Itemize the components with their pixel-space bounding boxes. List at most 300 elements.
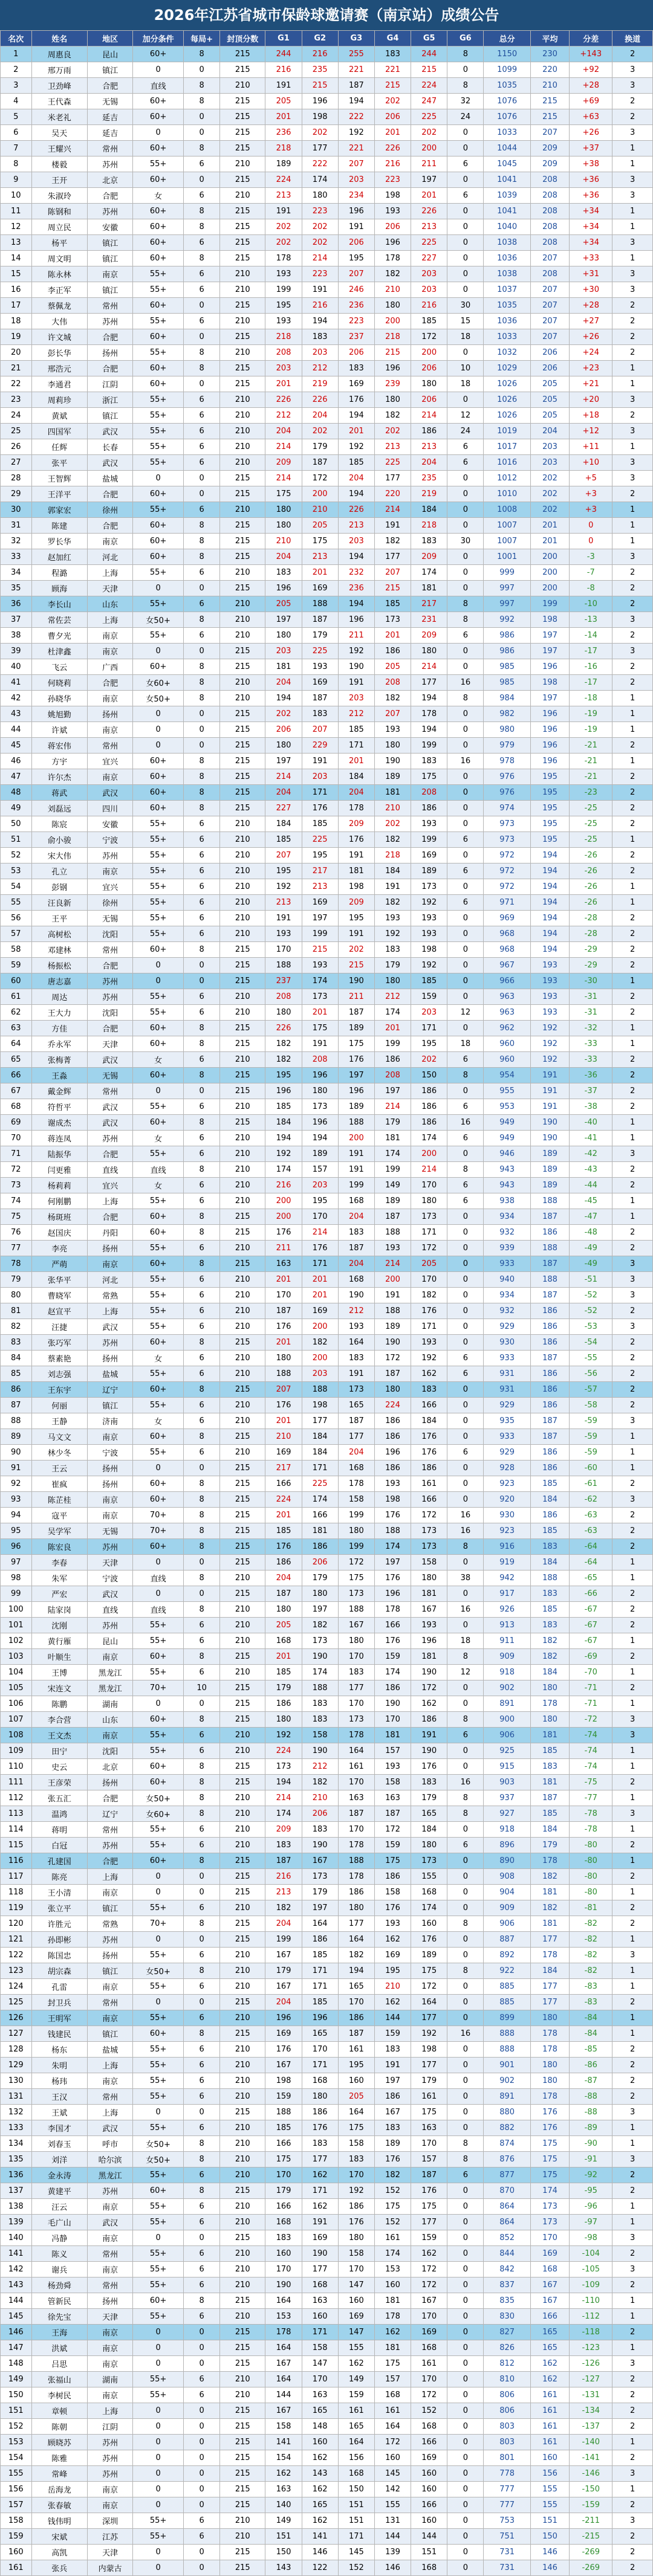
table-cell: 0 xyxy=(133,62,184,78)
table-cell: 2 xyxy=(612,2372,653,2387)
table-cell: 合肥 xyxy=(88,958,133,973)
table-cell: 844 xyxy=(484,2246,530,2262)
table-cell: 187 xyxy=(530,1209,569,1225)
table-cell: 173 xyxy=(338,1586,374,1602)
table-cell: 224 xyxy=(265,1743,302,1759)
table-cell: 210 xyxy=(220,1963,265,1979)
table-cell: 194 xyxy=(530,942,569,958)
table-cell: 0 xyxy=(447,1476,484,1492)
table-cell: 157 xyxy=(374,1743,411,1759)
table-cell: 189 xyxy=(302,1146,338,1162)
table-row xyxy=(1,1900,653,1916)
table-cell: 0 xyxy=(447,2246,484,2262)
table-cell: 151 xyxy=(530,2513,569,2529)
table-cell: 215 xyxy=(374,78,411,94)
table-cell: 1 xyxy=(612,2340,653,2356)
table-cell: 吕思 xyxy=(31,2356,87,2372)
table-cell: 合肥 xyxy=(88,78,133,94)
table-cell: 1 xyxy=(612,251,653,266)
table-cell: 1026 xyxy=(484,408,530,424)
table-cell: 170 xyxy=(411,2136,447,2152)
table-row xyxy=(1,376,653,392)
table-cell: 55+ xyxy=(133,345,184,361)
table-cell: 2 xyxy=(612,2403,653,2419)
table-cell: 212 xyxy=(338,706,374,722)
table-cell: 0 xyxy=(447,2042,484,2058)
table-cell: 175 xyxy=(374,1853,411,1869)
table-cell: 185 xyxy=(411,314,447,329)
table-cell: 204 xyxy=(411,455,447,471)
table-cell: 210 xyxy=(220,1193,265,1209)
table-cell: 苏州 xyxy=(88,2435,133,2450)
table-cell: 55+ xyxy=(133,2089,184,2105)
table-cell: 189 xyxy=(374,2136,411,2152)
table-cell: 女50+ xyxy=(133,2136,184,2152)
table-cell: 210 xyxy=(220,1398,265,1413)
table-cell: 6 xyxy=(184,2073,220,2089)
table-cell: 1 xyxy=(612,157,653,172)
table-cell: 175 xyxy=(374,2199,411,2215)
table-cell: 2 xyxy=(612,942,653,958)
table-cell: 175 xyxy=(338,2120,374,2136)
table-cell: 169 xyxy=(265,2026,302,2042)
table-cell: 112 xyxy=(1,1790,32,1806)
table-cell: 邓建林 xyxy=(31,942,87,958)
table-cell: 81 xyxy=(1,1303,32,1319)
table-cell: 55+ xyxy=(133,816,184,832)
table-cell: 197 xyxy=(302,911,338,926)
table-cell: 2 xyxy=(612,1099,653,1115)
table-cell: -8 xyxy=(570,581,612,596)
table-cell: 146 xyxy=(302,2545,338,2560)
table-cell: 210 xyxy=(220,1665,265,1680)
table-cell: 997 xyxy=(484,581,530,596)
table-cell: 60+ xyxy=(133,549,184,565)
table-cell: 0 xyxy=(447,2497,484,2513)
table-cell: 崔疯 xyxy=(31,1476,87,1492)
table-cell: 84 xyxy=(1,1351,32,1366)
table-cell: 122 xyxy=(302,2560,338,2576)
table-cell: 内蒙古 xyxy=(88,2560,133,2576)
table-cell: 178 xyxy=(338,801,374,816)
table-cell: 0 xyxy=(447,2466,484,2482)
table-cell: 8 xyxy=(184,785,220,801)
table-cell: 885 xyxy=(484,1979,530,1995)
table-cell: 55+ xyxy=(133,1303,184,1319)
table-cell: -80 xyxy=(570,1838,612,1853)
table-cell: 215 xyxy=(220,1476,265,1492)
table-cell: 202 xyxy=(302,125,338,141)
table-cell: 镇江 xyxy=(88,282,133,298)
table-cell: 183 xyxy=(265,2230,302,2246)
table-cell: 100 xyxy=(1,1602,32,1618)
table-cell: 0 xyxy=(570,534,612,549)
table-cell: 110 xyxy=(1,1759,32,1775)
table-cell: 224 xyxy=(265,1492,302,1508)
table-cell: 189 xyxy=(338,1099,374,1115)
table-cell: 171 xyxy=(302,1963,338,1979)
table-row xyxy=(1,2120,653,2136)
table-cell: 803 xyxy=(484,2419,530,2435)
table-cell: 155 xyxy=(1,2466,32,2482)
table-row xyxy=(1,1366,653,1382)
table-cell: 175 xyxy=(265,2152,302,2168)
table-cell: 王博 xyxy=(31,1665,87,1680)
table-cell: 186 xyxy=(411,424,447,439)
table-cell: 83 xyxy=(1,1335,32,1351)
table-cell: 60+ xyxy=(133,141,184,157)
table-cell: 236 xyxy=(338,298,374,314)
table-cell: 188 xyxy=(265,958,302,973)
table-cell: 215 xyxy=(302,78,338,94)
table-cell: 6 xyxy=(184,895,220,911)
table-cell: 65 xyxy=(1,1052,32,1068)
table-cell: 6 xyxy=(184,282,220,298)
table-cell: 215 xyxy=(220,2293,265,2309)
table-cell: 177 xyxy=(530,1932,569,1948)
table-row xyxy=(1,157,653,172)
table-cell: 60+ xyxy=(133,942,184,958)
table-cell: 70+ xyxy=(133,1680,184,1696)
table-cell: 63 xyxy=(1,1021,32,1036)
table-cell: 165 xyxy=(338,1398,374,1413)
table-row xyxy=(1,1680,653,1696)
table-cell: 835 xyxy=(484,2293,530,2309)
table-cell: 731 xyxy=(484,2545,530,2560)
table-cell: -28 xyxy=(570,926,612,942)
table-cell: 182 xyxy=(530,1649,569,1665)
table-cell: -61 xyxy=(570,1476,612,1492)
table-cell: 192 xyxy=(338,125,374,141)
table-cell: 苏州 xyxy=(88,204,133,219)
table-cell: 0 xyxy=(447,2529,484,2545)
table-row xyxy=(1,1272,653,1288)
table-cell: 202 xyxy=(302,219,338,235)
table-cell: 2 xyxy=(612,314,653,329)
table-cell: 0 xyxy=(133,2435,184,2450)
table-cell: 30 xyxy=(447,534,484,549)
table-cell: 女 xyxy=(133,1052,184,1068)
table-cell: 60+ xyxy=(133,1775,184,1790)
table-cell: -67 xyxy=(570,1618,612,1633)
table-cell: 150 xyxy=(265,2545,302,2560)
table-row xyxy=(1,1728,653,1743)
table-cell: 188 xyxy=(338,1853,374,1869)
table-cell: 55+ xyxy=(133,282,184,298)
table-cell: 194 xyxy=(530,864,569,879)
table-cell: 160 xyxy=(411,2466,447,2482)
table-cell: 166 xyxy=(411,1492,447,1508)
table-cell: 70+ xyxy=(133,1508,184,1523)
table-cell: 180 xyxy=(338,2230,374,2246)
table-cell: 215 xyxy=(302,942,338,958)
table-cell: 210 xyxy=(220,1602,265,1618)
table-cell: 198 xyxy=(302,1398,338,1413)
table-cell: 870 xyxy=(484,2183,530,2199)
table-cell: 刘志强 xyxy=(31,1366,87,1382)
table-cell: 0 xyxy=(184,2356,220,2372)
table-cell: 189 xyxy=(265,157,302,172)
table-cell: 180 xyxy=(374,392,411,408)
table-cell: 0 xyxy=(184,2560,220,2576)
table-cell: 168 xyxy=(302,2277,338,2293)
table-cell: 173 xyxy=(302,989,338,1005)
table-cell: 181 xyxy=(374,1131,411,1146)
table-cell: 197 xyxy=(302,1900,338,1916)
table-cell: 178 xyxy=(530,2042,569,2058)
table-cell: 210 xyxy=(220,1241,265,1256)
table-cell: 0 xyxy=(184,125,220,141)
column-header: G5 xyxy=(411,31,447,47)
table-cell: -89 xyxy=(570,2120,612,2136)
table-cell: 合肥 xyxy=(88,1790,133,1806)
table-cell: 0 xyxy=(184,2545,220,2560)
table-cell: 182 xyxy=(374,266,411,282)
table-row xyxy=(1,1948,653,1963)
table-cell: 185 xyxy=(530,1476,569,1492)
table-cell: 王洋平 xyxy=(31,486,87,502)
table-cell: 0 xyxy=(447,1885,484,1900)
table-cell: 0 xyxy=(447,1303,484,1319)
table-cell: 196 xyxy=(265,2010,302,2026)
table-cell: 0 xyxy=(447,172,484,188)
table-cell: 202 xyxy=(530,471,569,486)
table-cell: 1033 xyxy=(484,125,530,141)
table-cell: 周立民 xyxy=(31,219,87,235)
table-cell: 常州 xyxy=(88,2246,133,2262)
table-cell: 193 xyxy=(530,958,569,973)
table-cell: 李树民 xyxy=(31,2387,87,2403)
table-cell: 196 xyxy=(338,204,374,219)
table-cell: 172 xyxy=(411,329,447,345)
table-cell: -159 xyxy=(570,2497,612,2513)
table-cell: 185 xyxy=(338,722,374,738)
table-cell: 187 xyxy=(374,1806,411,1822)
table-cell: 2 xyxy=(612,1225,653,1241)
table-cell: 182 xyxy=(265,1900,302,1916)
table-cell: 60+ xyxy=(133,376,184,392)
table-cell: 2 xyxy=(612,911,653,926)
table-cell: 186 xyxy=(374,2089,411,2105)
table-cell: 197 xyxy=(265,612,302,628)
table-cell: 237 xyxy=(338,329,374,345)
table-row xyxy=(1,1979,653,1995)
column-header: 每局+ xyxy=(184,31,220,47)
table-cell: 167 xyxy=(265,1979,302,1995)
table-cell: 南京 xyxy=(88,1649,133,1665)
table-cell: 扬州 xyxy=(88,1775,133,1790)
table-cell: 183 xyxy=(302,706,338,722)
table-cell: 6 xyxy=(184,879,220,895)
table-cell: 154 xyxy=(1,2450,32,2466)
table-cell: 162 xyxy=(530,2356,569,2372)
table-cell: 209 xyxy=(265,455,302,471)
table-cell: 187 xyxy=(338,1413,374,1429)
table-cell: -97 xyxy=(570,2215,612,2230)
table-cell: -127 xyxy=(570,2372,612,2387)
table-cell: 174 xyxy=(374,1005,411,1021)
table-row xyxy=(1,2058,653,2073)
table-cell: 176 xyxy=(338,832,374,848)
table-cell: 6 xyxy=(184,1005,220,1021)
table-cell: 186 xyxy=(411,1712,447,1728)
table-cell: 0 xyxy=(133,2403,184,2419)
table-cell: 2 xyxy=(612,2419,653,2435)
table-cell: 185 xyxy=(265,1099,302,1115)
table-cell: 张梅菁 xyxy=(31,1052,87,1068)
table-cell: 6 xyxy=(447,2168,484,2183)
table-cell: 60+ xyxy=(133,1115,184,1131)
table-cell: 211 xyxy=(265,1241,302,1256)
table-cell: 223 xyxy=(374,172,411,188)
table-cell: 3 xyxy=(612,78,653,94)
table-cell: 152 xyxy=(338,2560,374,2576)
table-cell: 186 xyxy=(411,1115,447,1131)
table-cell: 137 xyxy=(1,2183,32,2199)
table-cell: 55+ xyxy=(133,1099,184,1115)
table-cell: 177 xyxy=(411,2215,447,2230)
table-cell: 210 xyxy=(220,1445,265,1461)
table-cell: 184 xyxy=(302,1445,338,1461)
table-cell: 971 xyxy=(484,895,530,911)
table-cell: 彭钢 xyxy=(31,879,87,895)
table-cell: 0 xyxy=(133,706,184,722)
table-cell: 170 xyxy=(265,2168,302,2183)
table-cell: 0 xyxy=(133,2230,184,2246)
table-cell: 190 xyxy=(374,1335,411,1351)
table-cell: 55+ xyxy=(133,2199,184,2215)
table-cell: 193 xyxy=(374,1241,411,1256)
table-cell: 0 xyxy=(447,392,484,408)
table-cell: 180 xyxy=(411,1570,447,1586)
table-cell: 195 xyxy=(265,864,302,879)
table-cell: 李国才 xyxy=(31,2120,87,2136)
table-cell: 35 xyxy=(1,581,32,596)
table-cell: 河北 xyxy=(88,1272,133,1288)
table-cell: 扬州 xyxy=(88,1241,133,1256)
table-cell: 201 xyxy=(302,1288,338,1303)
table-cell: 2 xyxy=(612,2529,653,2545)
table-cell: 8 xyxy=(184,942,220,958)
table-cell: +20 xyxy=(570,392,612,408)
table-cell: 上海 xyxy=(88,2403,133,2419)
table-cell: -26 xyxy=(570,895,612,911)
table-cell: 高凯 xyxy=(31,2545,87,2560)
table-row xyxy=(1,2372,653,2387)
table-cell: 0 xyxy=(184,298,220,314)
table-cell: 胡宗森 xyxy=(31,1963,87,1979)
table-cell: +36 xyxy=(570,188,612,204)
table-cell: 209 xyxy=(265,1822,302,1838)
table-cell: 215 xyxy=(220,1508,265,1523)
table-cell: 181 xyxy=(411,1649,447,1665)
table-cell: 160 xyxy=(302,2435,338,2450)
table-cell: 179 xyxy=(302,1570,338,1586)
table-cell: 俞小骏 xyxy=(31,832,87,848)
table-cell: 2 xyxy=(612,958,653,973)
table-cell: 3 xyxy=(1,78,32,94)
table-cell: 184 xyxy=(411,502,447,518)
table-cell: 210 xyxy=(220,1288,265,1303)
table-cell: 0 xyxy=(447,2277,484,2293)
table-cell: 6 xyxy=(184,848,220,864)
table-row xyxy=(1,832,653,848)
table-cell: 182 xyxy=(302,1775,338,1790)
table-cell: 55+ xyxy=(133,1146,184,1162)
table-cell: 208 xyxy=(374,675,411,691)
table-cell: +21 xyxy=(570,376,612,392)
table-cell: 2 xyxy=(612,2058,653,2073)
table-cell: 191 xyxy=(338,848,374,864)
table-body xyxy=(1,47,653,2576)
table-cell: 2 xyxy=(612,1083,653,1099)
table-cell: 55+ xyxy=(133,832,184,848)
table-cell: 55+ xyxy=(133,1743,184,1759)
table-cell: 55+ xyxy=(133,911,184,926)
table-row xyxy=(1,1822,653,1838)
table-cell: 210 xyxy=(220,816,265,832)
table-cell: 16 xyxy=(447,2026,484,2042)
table-cell: 8 xyxy=(184,2152,220,2168)
table-cell: 2 xyxy=(612,2277,653,2293)
table-cell: 215 xyxy=(220,1869,265,1885)
table-cell: 南京 xyxy=(88,2340,133,2356)
table-cell: 215 xyxy=(220,251,265,266)
table-cell: 197 xyxy=(265,754,302,769)
table-cell: 923 xyxy=(484,1476,530,1492)
table-cell: 173 xyxy=(411,1539,447,1555)
table-cell: -105 xyxy=(570,2262,612,2277)
table-cell: 3 xyxy=(612,1413,653,1429)
table-cell: 204 xyxy=(338,785,374,801)
table-cell: 2 xyxy=(612,1382,653,1398)
table-cell: 山东 xyxy=(88,596,133,612)
table-cell: 159 xyxy=(374,2026,411,2042)
table-cell: 202 xyxy=(265,235,302,251)
table-cell: 193 xyxy=(374,1916,411,1932)
table-cell: 199 xyxy=(265,1932,302,1948)
table-cell: +37 xyxy=(570,141,612,157)
table-cell: 高树松 xyxy=(31,926,87,942)
table-cell: 216 xyxy=(302,47,338,62)
table-cell: 8 xyxy=(447,1790,484,1806)
table-cell: 张春敏 xyxy=(31,2497,87,2513)
table-cell: 203 xyxy=(411,1005,447,1021)
table-cell: 16 xyxy=(447,1775,484,1790)
table-cell: 210 xyxy=(220,502,265,518)
table-cell: 170 xyxy=(411,2372,447,2387)
table-cell: 张平 xyxy=(31,455,87,471)
table-cell: 0 xyxy=(447,1319,484,1335)
table-cell: 60+ xyxy=(133,2293,184,2309)
table-cell: 98 xyxy=(1,1570,32,1586)
table-cell: 186 xyxy=(530,1366,569,1382)
table-cell: 963 xyxy=(484,1005,530,1021)
table-cell: 174 xyxy=(302,1492,338,1508)
table-cell: 8 xyxy=(184,1492,220,1508)
table-cell: 何丽 xyxy=(31,1398,87,1413)
table-cell: 6 xyxy=(184,408,220,424)
table-cell: 158 xyxy=(302,2340,338,2356)
table-cell: 198 xyxy=(302,109,338,125)
table-cell: 1 xyxy=(612,204,653,219)
table-cell: 2 xyxy=(612,345,653,361)
table-cell: 南京 xyxy=(88,2262,133,2277)
table-cell: 161 xyxy=(338,2042,374,2058)
table-cell: 163 xyxy=(302,2293,338,2309)
table-cell: 161 xyxy=(1,2560,32,2576)
table-cell: 158 xyxy=(338,1492,374,1508)
